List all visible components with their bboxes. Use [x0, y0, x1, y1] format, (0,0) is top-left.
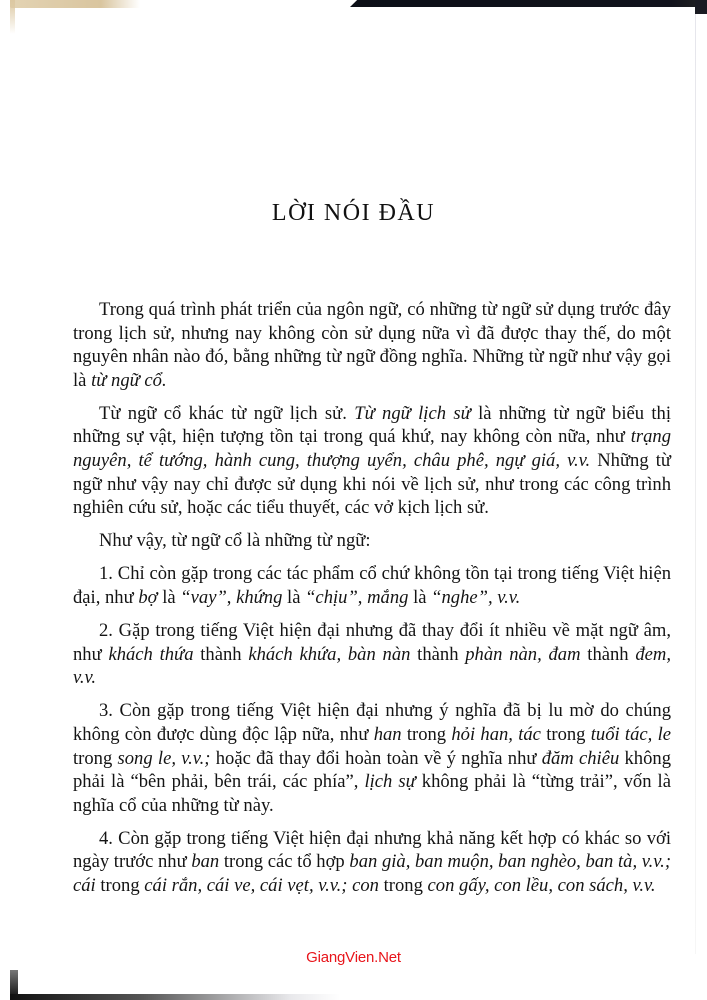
- paragraph-historical-words: [73, 402, 671, 520]
- text-run: trong các tổ hợp: [219, 851, 350, 873]
- italic-term: han: [373, 724, 402, 745]
- text-run: Những từ ngữ như vậy nay chỉ được sử dụng khi nói về lịch sử, như trong các công trình nghiên cứu sử, hoặc các tiểu thuyết, các vở kịch lịch sử.: [73, 450, 672, 519]
- text-run: là: [282, 587, 306, 609]
- text-run: Từ ngữ cổ khác từ ngữ lịch sử.: [99, 402, 355, 424]
- text-run: trong: [401, 724, 452, 745]
- italic-term: mắng: [367, 587, 409, 609]
- italic-term: từ ngữ cổ.: [91, 369, 167, 391]
- italic-term: hỏi han, tác: [451, 724, 541, 745]
- italic-term: đăm chiêu: [541, 747, 620, 769]
- text-run: Như vậy, từ ngữ cổ là những từ ngữ:: [99, 530, 371, 552]
- italic-term: ban: [191, 851, 220, 873]
- text-run: 3. Còn gặp trong tiếng Việt hiện đại nhưng ý nghĩa đã bị lu mờ do chúng không còn được dùng độc lập nữa, như: [73, 700, 671, 745]
- page-right-edge: [695, 14, 696, 954]
- italic-term: trạng nguyên, tể tướng, hành cung, thượng uyển, châu phê, ngự giá, v.v.: [73, 426, 671, 472]
- italic-term: song le, v.v.;: [117, 747, 211, 769]
- list-item-3: [73, 699, 671, 817]
- italic-term: “nghe”, v.v.: [431, 587, 521, 609]
- scan-edge-beige-side: [10, 0, 15, 34]
- scan-edge-dark-top: [350, 0, 707, 7]
- text-run: trong: [73, 747, 118, 769]
- italic-term: ban già, ban muộn, ban nghèo, ban tà, v.v.; cái: [73, 851, 672, 897]
- italic-term: “chịu”: [305, 587, 358, 609]
- text-run: ,: [226, 587, 237, 609]
- italic-term: con gấy, con lều, con sách, v.v.: [427, 875, 656, 897]
- text-run: 2. Gặp trong tiếng Việt hiện đại nhưng đã thay đổi ít nhiều về mặt ngữ âm, như: [73, 620, 671, 665]
- italic-term: khứng: [236, 587, 283, 609]
- text-run: 1. Chỉ còn gặp trong các tác phẩm cổ chứ không tồn tại trong tiếng Việt hiện đại, như: [73, 563, 671, 609]
- italic-term: đem, v.v.: [73, 643, 671, 689]
- paragraph-definition-lead: [73, 529, 671, 553]
- italic-term: phàn nàn, đam: [465, 643, 581, 665]
- watermark-text: GiangVien.Net: [306, 949, 401, 966]
- paragraph-intro: [73, 298, 671, 392]
- text-run: trong: [540, 724, 591, 745]
- scan-edge-beige: [10, 0, 140, 8]
- text-run: Trong quá trình phát triển của ngôn ngữ, có những từ ngữ sử dụng trước đây trong lịch sử, nhưng nay không còn sử dụng nữa vì đã được thay thế, do một nguyên nhân nào đó, bằng những từ ngữ đồng nghĩa. Những từ ngữ như vậy gọi là: [73, 299, 671, 391]
- text-run: trong: [378, 875, 428, 897]
- italic-term: cái rắn, cái ve, cái vẹt, v.v.; con: [144, 875, 379, 897]
- italic-term: khách thứa: [108, 643, 194, 665]
- italic-term: Từ ngữ lịch sử: [354, 402, 471, 424]
- text-run: không phải là “từng trải”, vốn là nghĩa cổ của những từ này.: [73, 771, 671, 816]
- text-run: thành: [193, 643, 249, 665]
- text-run: hoặc đã thay đổi hoàn toàn về ý nghĩa như: [210, 747, 542, 769]
- text-run: ,: [357, 587, 368, 609]
- page-title: LỜI NÓI ĐẦU: [271, 200, 436, 226]
- italic-term: “vay”: [180, 587, 227, 609]
- text-run: là những từ ngữ biểu thị những sự vật, hiện tượng tồn tại trong quá khứ, nay không còn nữa, như: [73, 402, 672, 448]
- scan-edge-dark-bottom: [10, 994, 340, 1000]
- text-run: thành: [410, 643, 466, 665]
- italic-term: lịch sự: [364, 771, 416, 793]
- list-item-1: [73, 562, 671, 609]
- preface-body: [73, 298, 671, 907]
- text-run: 4. Còn gặp trong tiếng Việt hiện đại nhưng khả năng kết hợp có khác so với ngày trước như: [73, 827, 671, 873]
- scan-edge-dark-corner: [695, 0, 707, 14]
- text-run: là: [408, 587, 432, 609]
- italic-term: bợ: [138, 587, 158, 609]
- text-run: là: [157, 587, 181, 609]
- text-run: thành: [580, 643, 636, 665]
- text-run: trong: [95, 875, 145, 897]
- list-item-2: [73, 619, 671, 690]
- text-run: không phải là “bên phải, bên trái, các phía”,: [73, 747, 671, 793]
- italic-term: khách khứa, bàn nàn: [248, 643, 411, 665]
- italic-term: tuổi tác, le: [590, 724, 671, 745]
- list-item-4: [73, 827, 671, 898]
